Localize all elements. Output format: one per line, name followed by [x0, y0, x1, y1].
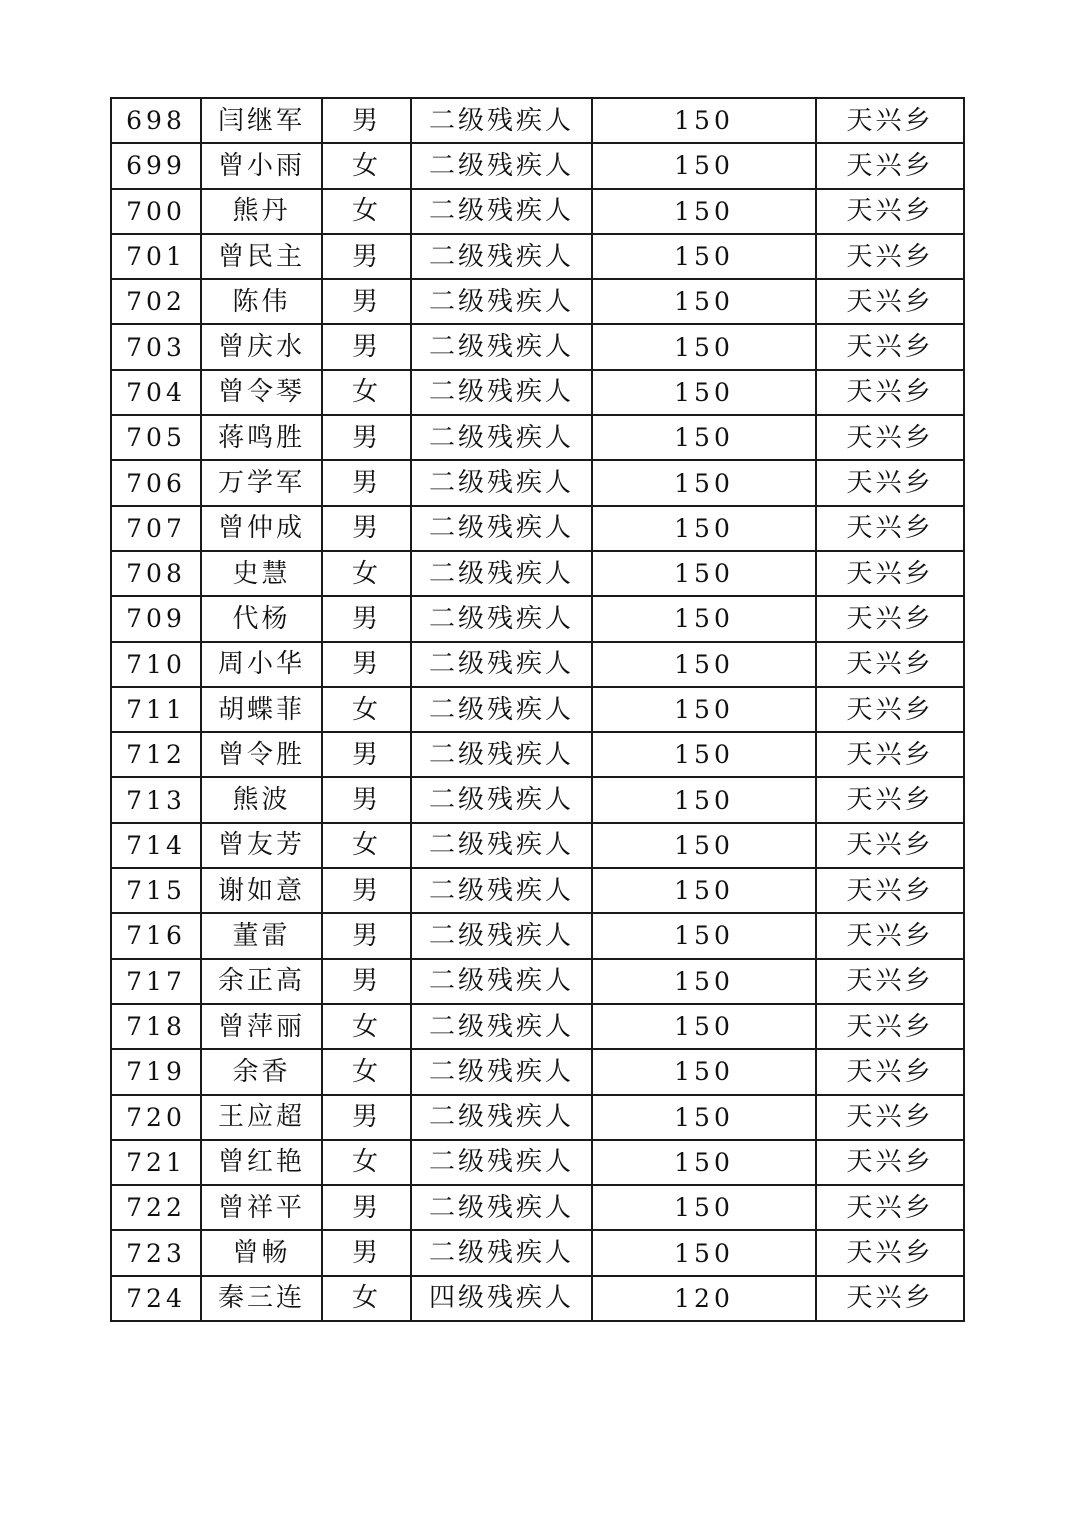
gender-cell: 女 — [322, 1140, 411, 1185]
table-row — [111, 415, 964, 460]
disability-level-cell: 二级残疾人 — [411, 415, 592, 460]
name-cell: 曾萍丽 — [201, 1004, 322, 1049]
disability-subsidy-table — [110, 97, 965, 1322]
serial-number-cell: 715 — [111, 868, 201, 913]
township-cell: 天兴乡 — [816, 823, 964, 868]
table-row — [111, 1095, 964, 1140]
name-cell: 胡蝶菲 — [201, 687, 322, 732]
name-cell: 蒋鸣胜 — [201, 415, 322, 460]
township-cell: 天兴乡 — [816, 913, 964, 958]
amount-cell: 150 — [592, 98, 816, 143]
serial-number-cell: 702 — [111, 279, 201, 324]
township-cell: 天兴乡 — [816, 370, 964, 415]
table-row — [111, 959, 964, 1004]
serial-number-cell: 721 — [111, 1140, 201, 1185]
gender-cell: 女 — [322, 143, 411, 188]
name-cell: 曾仲成 — [201, 506, 322, 551]
name-cell: 秦三连 — [201, 1276, 322, 1321]
name-cell: 曾红艳 — [201, 1140, 322, 1185]
name-cell: 曾令胜 — [201, 732, 322, 777]
amount-cell: 150 — [592, 370, 816, 415]
table-row — [111, 823, 964, 868]
gender-cell: 男 — [322, 98, 411, 143]
township-cell: 天兴乡 — [816, 1230, 964, 1275]
serial-number-cell: 718 — [111, 1004, 201, 1049]
gender-cell: 男 — [322, 460, 411, 505]
disability-level-cell: 二级残疾人 — [411, 370, 592, 415]
name-cell: 闫继军 — [201, 98, 322, 143]
gender-cell: 男 — [322, 596, 411, 641]
gender-cell: 男 — [322, 234, 411, 279]
disability-level-cell: 二级残疾人 — [411, 1140, 592, 1185]
table-row — [111, 913, 964, 958]
amount-cell: 150 — [592, 642, 816, 687]
table-row — [111, 551, 964, 596]
amount-cell: 150 — [592, 687, 816, 732]
name-cell: 史慧 — [201, 551, 322, 596]
gender-cell: 女 — [322, 370, 411, 415]
gender-cell: 男 — [322, 415, 411, 460]
amount-cell: 150 — [592, 823, 816, 868]
township-cell: 天兴乡 — [816, 506, 964, 551]
amount-cell: 150 — [592, 1049, 816, 1094]
township-cell: 天兴乡 — [816, 642, 964, 687]
serial-number-cell: 707 — [111, 506, 201, 551]
name-cell: 曾民主 — [201, 234, 322, 279]
disability-level-cell: 二级残疾人 — [411, 823, 592, 868]
table-row — [111, 143, 964, 188]
township-cell: 天兴乡 — [816, 1140, 964, 1185]
table-row — [111, 777, 964, 822]
amount-cell: 150 — [592, 506, 816, 551]
serial-number-cell: 700 — [111, 189, 201, 234]
gender-cell: 男 — [322, 279, 411, 324]
serial-number-cell: 708 — [111, 551, 201, 596]
amount-cell: 150 — [592, 596, 816, 641]
amount-cell: 150 — [592, 1140, 816, 1185]
amount-cell: 120 — [592, 1276, 816, 1321]
township-cell: 天兴乡 — [816, 189, 964, 234]
amount-cell: 150 — [592, 1185, 816, 1230]
name-cell: 曾令琴 — [201, 370, 322, 415]
amount-cell: 150 — [592, 732, 816, 777]
name-cell: 王应超 — [201, 1095, 322, 1140]
township-cell: 天兴乡 — [816, 143, 964, 188]
amount-cell: 150 — [592, 324, 816, 369]
township-cell: 天兴乡 — [816, 98, 964, 143]
amount-cell: 150 — [592, 279, 816, 324]
gender-cell: 男 — [322, 868, 411, 913]
township-cell: 天兴乡 — [816, 1185, 964, 1230]
amount-cell: 150 — [592, 1230, 816, 1275]
disability-level-cell: 二级残疾人 — [411, 596, 592, 641]
serial-number-cell: 714 — [111, 823, 201, 868]
table-row — [111, 596, 964, 641]
amount-cell: 150 — [592, 143, 816, 188]
table-row — [111, 1185, 964, 1230]
gender-cell: 女 — [322, 1276, 411, 1321]
serial-number-cell: 722 — [111, 1185, 201, 1230]
township-cell: 天兴乡 — [816, 959, 964, 1004]
name-cell: 董雷 — [201, 913, 322, 958]
table-row — [111, 642, 964, 687]
serial-number-cell: 711 — [111, 687, 201, 732]
table-row — [111, 98, 964, 143]
amount-cell: 150 — [592, 234, 816, 279]
disability-level-cell: 二级残疾人 — [411, 642, 592, 687]
gender-cell: 男 — [322, 506, 411, 551]
gender-cell: 女 — [322, 823, 411, 868]
serial-number-cell: 701 — [111, 234, 201, 279]
disability-level-cell: 二级残疾人 — [411, 868, 592, 913]
township-cell: 天兴乡 — [816, 279, 964, 324]
disability-level-cell: 二级残疾人 — [411, 777, 592, 822]
name-cell: 谢如意 — [201, 868, 322, 913]
name-cell: 曾小雨 — [201, 143, 322, 188]
disability-level-cell: 四级残疾人 — [411, 1276, 592, 1321]
disability-level-cell: 二级残疾人 — [411, 506, 592, 551]
gender-cell: 男 — [322, 1095, 411, 1140]
disability-level-cell: 二级残疾人 — [411, 234, 592, 279]
disability-level-cell: 二级残疾人 — [411, 959, 592, 1004]
township-cell: 天兴乡 — [816, 1049, 964, 1094]
disability-level-cell: 二级残疾人 — [411, 687, 592, 732]
table-row — [111, 1140, 964, 1185]
serial-number-cell: 724 — [111, 1276, 201, 1321]
serial-number-cell: 717 — [111, 959, 201, 1004]
gender-cell: 女 — [322, 189, 411, 234]
table-row — [111, 370, 964, 415]
name-cell: 代杨 — [201, 596, 322, 641]
table-row — [111, 1004, 964, 1049]
disability-level-cell: 二级残疾人 — [411, 143, 592, 188]
disability-level-cell: 二级残疾人 — [411, 1095, 592, 1140]
table-row — [111, 460, 964, 505]
serial-number-cell: 710 — [111, 642, 201, 687]
disability-level-cell: 二级残疾人 — [411, 1230, 592, 1275]
amount-cell: 150 — [592, 1004, 816, 1049]
name-cell: 曾祥平 — [201, 1185, 322, 1230]
table-row — [111, 1049, 964, 1094]
amount-cell: 150 — [592, 551, 816, 596]
disability-level-cell: 二级残疾人 — [411, 1004, 592, 1049]
name-cell: 万学军 — [201, 460, 322, 505]
name-cell: 余正高 — [201, 959, 322, 1004]
township-cell: 天兴乡 — [816, 551, 964, 596]
gender-cell: 女 — [322, 1049, 411, 1094]
gender-cell: 男 — [322, 1230, 411, 1275]
township-cell: 天兴乡 — [816, 460, 964, 505]
amount-cell: 150 — [592, 460, 816, 505]
gender-cell: 男 — [322, 732, 411, 777]
serial-number-cell: 709 — [111, 596, 201, 641]
serial-number-cell: 720 — [111, 1095, 201, 1140]
name-cell: 余香 — [201, 1049, 322, 1094]
disability-level-cell: 二级残疾人 — [411, 189, 592, 234]
township-cell: 天兴乡 — [816, 234, 964, 279]
name-cell: 陈伟 — [201, 279, 322, 324]
amount-cell: 150 — [592, 868, 816, 913]
disability-level-cell: 二级残疾人 — [411, 913, 592, 958]
serial-number-cell: 698 — [111, 98, 201, 143]
disability-level-cell: 二级残疾人 — [411, 98, 592, 143]
gender-cell: 男 — [322, 959, 411, 1004]
gender-cell: 女 — [322, 1004, 411, 1049]
disability-level-cell: 二级残疾人 — [411, 324, 592, 369]
gender-cell: 女 — [322, 687, 411, 732]
gender-cell: 女 — [322, 551, 411, 596]
amount-cell: 150 — [592, 189, 816, 234]
township-cell: 天兴乡 — [816, 1095, 964, 1140]
table-row — [111, 279, 964, 324]
amount-cell: 150 — [592, 415, 816, 460]
serial-number-cell: 723 — [111, 1230, 201, 1275]
table-row — [111, 234, 964, 279]
disability-level-cell: 二级残疾人 — [411, 1185, 592, 1230]
gender-cell: 男 — [322, 777, 411, 822]
name-cell: 曾畅 — [201, 1230, 322, 1275]
amount-cell: 150 — [592, 959, 816, 1004]
name-cell: 熊丹 — [201, 189, 322, 234]
disability-level-cell: 二级残疾人 — [411, 732, 592, 777]
disability-level-cell: 二级残疾人 — [411, 460, 592, 505]
table-row — [111, 1230, 964, 1275]
name-cell: 熊波 — [201, 777, 322, 822]
disability-level-cell: 二级残疾人 — [411, 279, 592, 324]
table-row — [111, 687, 964, 732]
serial-number-cell: 699 — [111, 143, 201, 188]
amount-cell: 150 — [592, 777, 816, 822]
township-cell: 天兴乡 — [816, 868, 964, 913]
township-cell: 天兴乡 — [816, 324, 964, 369]
disability-level-cell: 二级残疾人 — [411, 1049, 592, 1094]
disability-level-cell: 二级残疾人 — [411, 551, 592, 596]
name-cell: 曾庆水 — [201, 324, 322, 369]
table-row — [111, 189, 964, 234]
table-row — [111, 506, 964, 551]
serial-number-cell: 713 — [111, 777, 201, 822]
township-cell: 天兴乡 — [816, 596, 964, 641]
serial-number-cell: 706 — [111, 460, 201, 505]
township-cell: 天兴乡 — [816, 415, 964, 460]
gender-cell: 男 — [322, 642, 411, 687]
amount-cell: 150 — [592, 1095, 816, 1140]
table-body — [111, 98, 964, 1321]
table-row — [111, 1276, 964, 1321]
name-cell: 周小华 — [201, 642, 322, 687]
township-cell: 天兴乡 — [816, 1276, 964, 1321]
township-cell: 天兴乡 — [816, 1004, 964, 1049]
name-cell: 曾友芳 — [201, 823, 322, 868]
serial-number-cell: 712 — [111, 732, 201, 777]
township-cell: 天兴乡 — [816, 777, 964, 822]
gender-cell: 男 — [322, 913, 411, 958]
serial-number-cell: 703 — [111, 324, 201, 369]
township-cell: 天兴乡 — [816, 687, 964, 732]
serial-number-cell: 705 — [111, 415, 201, 460]
township-cell: 天兴乡 — [816, 732, 964, 777]
gender-cell: 男 — [322, 324, 411, 369]
table-row — [111, 868, 964, 913]
serial-number-cell: 704 — [111, 370, 201, 415]
table-row — [111, 732, 964, 777]
table-row — [111, 324, 964, 369]
amount-cell: 150 — [592, 913, 816, 958]
serial-number-cell: 716 — [111, 913, 201, 958]
serial-number-cell: 719 — [111, 1049, 201, 1094]
gender-cell: 男 — [322, 1185, 411, 1230]
